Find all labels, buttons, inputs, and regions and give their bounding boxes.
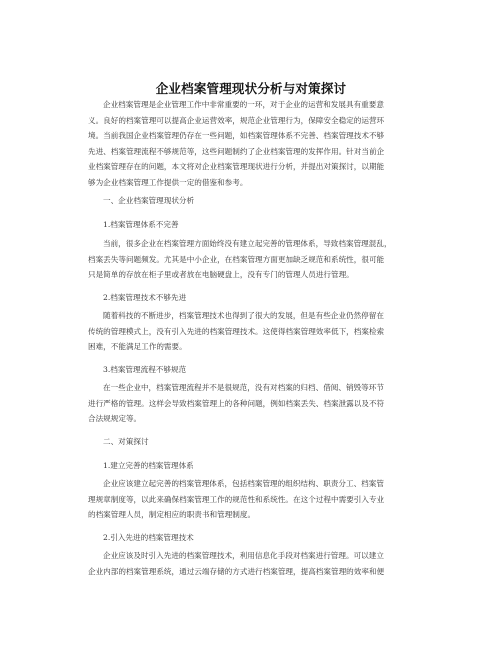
text-line: 境。当前我国企业档案管理仍存在一些问题，如档案管理体系不完善、档案管理技术不够 (88, 131, 385, 140)
text-line: 档案丢失等问题频发。尤其是中小企业，在档案管理方面更加缺乏规范和系统性，很可能 (88, 254, 385, 264)
text-line: 进行严格的管理。这样会导致档案管理上的各种问题，例如档案丢失、档案泄露以及不符 (88, 398, 385, 408)
text-line: 只是简单的存放在柜子里或者放在电脑硬盘上，没有专门的管理人员进行管理。 (88, 270, 354, 279)
text-line: 义。良好的档案管理可以提高企业运营效率，规范企业管理行为，保障安全稳定的运营环 (88, 115, 385, 125)
section-heading: 二、对策探讨 (103, 437, 149, 446)
document-title: 企业档案管理现状分析与对策探讨 (155, 81, 347, 96)
body-paragraph (88, 236, 418, 283)
subsection-heading: 1.档案管理体系不完善 (103, 220, 179, 229)
text-line: 企业应该及时引入先进的档案管理技术，利用信息化手段对档案进行管理。可以建立 (103, 551, 384, 560)
text-line: 合法规规定等。 (88, 414, 142, 423)
text-line: 随着科技的不断进步，档案管理技术也得到了很大的发展，但是有些企业仍然停留在 (103, 311, 384, 320)
subsection-heading: 1.建立完善的档案管理体系 (103, 461, 194, 470)
intro-paragraph (88, 97, 418, 190)
body-paragraph (88, 476, 418, 523)
text-line: 在一些企业中，档案管理流程并不是很规范，没有对档案的归档、借阅、销毁等环节 (103, 383, 384, 392)
body-paragraph (88, 380, 418, 427)
body-paragraph (88, 548, 418, 579)
text-line: 企业内部的档案管理系统，通过云端存储的方式进行档案管理，提高档案管理的效率和便 (88, 566, 385, 576)
text-line: 的档案管理人员，制定相应的职责书和管理制度。 (88, 510, 256, 519)
text-line: 传统的管理模式上，没有引入先进的档案管理技术。这使得档案管理效率低下，档案检索 (88, 326, 385, 336)
text-line: 企业应该建立起完善的档案管理体系，包括档案管理的组织结构、职责分工、档案管 (103, 479, 384, 488)
text-line: 理规章制度等，以此来确保档案管理工作的规范性和系统性。在这个过程中需要引入专业 (88, 494, 385, 504)
text-line: 企业档案管理是企业管理工作中非常重要的一环，对于企业的运营和发展具有重要意 (103, 100, 384, 109)
subsection-heading: 2.档案管理技术不够先进 (103, 293, 187, 302)
text-line: 困难，不能满足工作的需要。 (88, 342, 187, 351)
text-line: 先进、档案管理流程不够规范等，这些问题制约了企业档案管理的发挥作用。针对当前企 (88, 146, 385, 156)
text-line: 够为企业档案管理工作提供一定的借鉴和参考。 (88, 177, 248, 187)
text-line: 业档案管理存在的问题，本文将对企业档案管理现状进行分析，并提出对策探讨，以期能 (88, 162, 385, 171)
subsection-heading: 3.档案管理流程不够规范 (103, 365, 187, 374)
section-heading: 一、企业档案管理现状分析 (103, 196, 195, 205)
text-line: 当前，很多企业在档案管理方面始终没有建立起完善的管理体系，导致档案管理混乱， (103, 239, 392, 248)
subsection-heading: 2.引入先进的档案管理技术 (103, 533, 194, 542)
body-paragraph (88, 308, 418, 355)
